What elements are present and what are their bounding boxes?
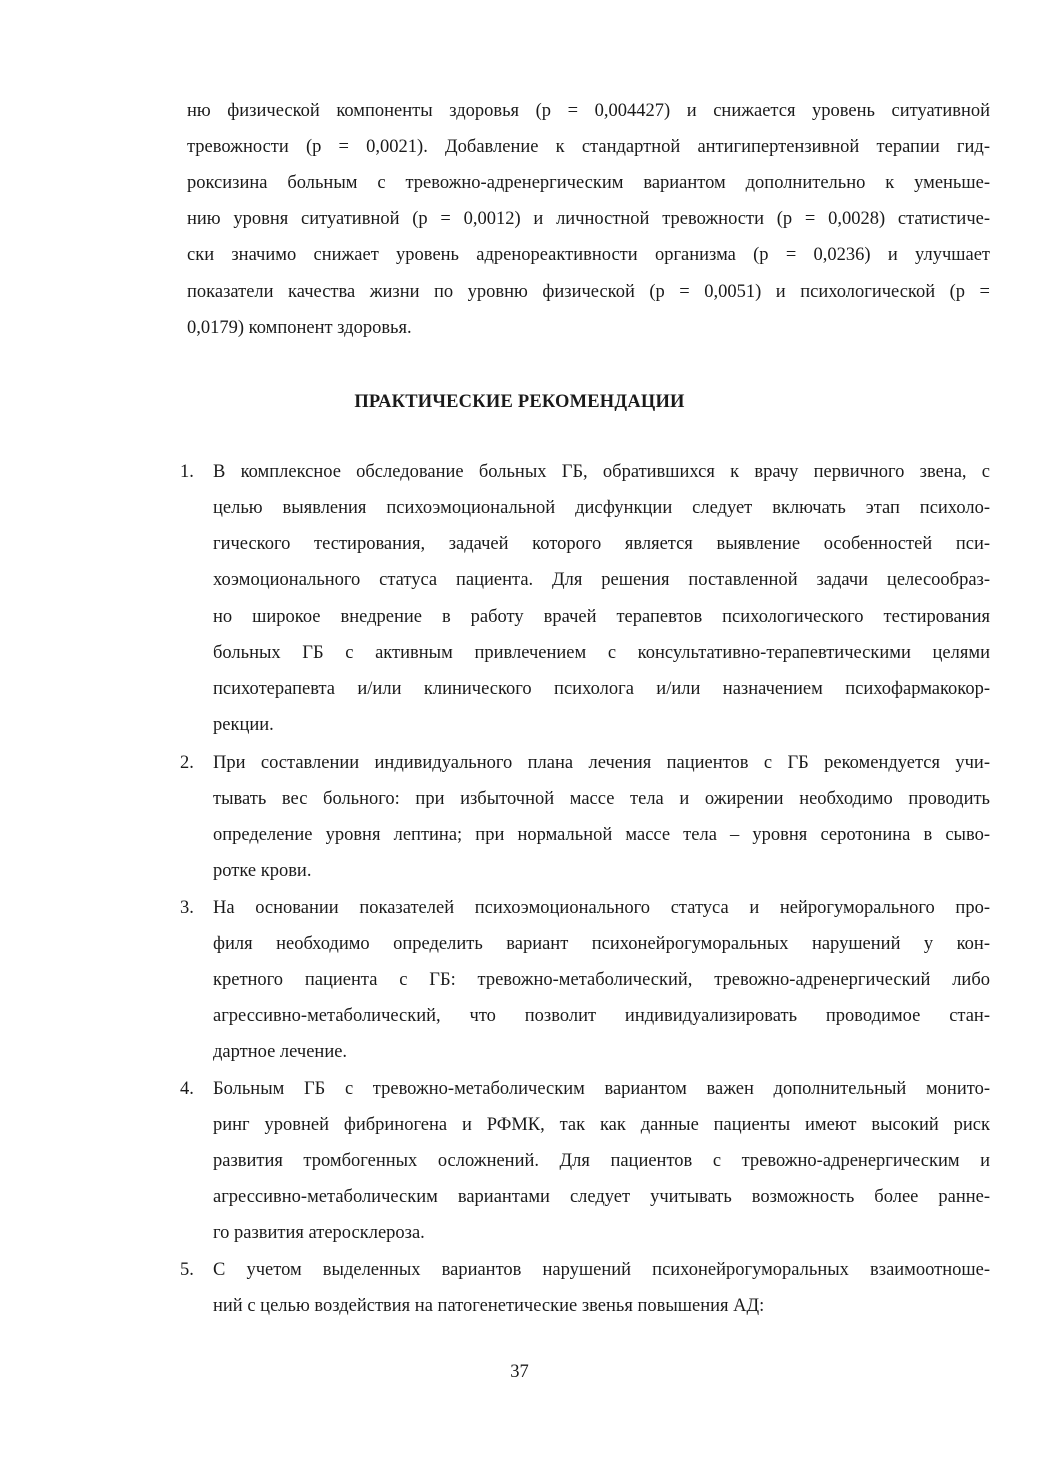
list-item-line: ротке крови. <box>213 861 312 881</box>
list-item-line: филя необходимо определить вариант психонейрогуморальных нарушений у кон- <box>213 934 990 954</box>
list-item-line: дартное лечение. <box>213 1042 348 1062</box>
list-item-number: 4. <box>180 1079 194 1099</box>
list-item-line: агрессивно-метаболический, что позволит индивидуализировать проводимое стан- <box>213 1006 990 1026</box>
list-item-line: С учетом выделенных вариантов нарушений психонейрогуморальных взаимоотноше- <box>213 1260 990 1280</box>
list-item-line: ринг уровней фибриногена и РФМК, так как данные пациенты имеют высокий риск <box>213 1115 990 1135</box>
intro-line: нию уровня ситуативной (p = 0,0012) и личностной тревожности (p = 0,0028) статистиче- <box>187 209 990 229</box>
list-item-number: 2. <box>180 753 194 773</box>
intro-line: показатели качества жизни по уровню физической (p = 0,0051) и психологической (p = <box>187 282 990 302</box>
list-item-line: На основании показателей психоэмоционального статуса и нейрогуморального про- <box>213 898 990 918</box>
list-item-line: определение уровня лептина; при нормальной массе тела – уровня серотонина в сыво- <box>213 825 990 845</box>
list-item-line: целью выявления психоэмоциональной дисфункции следует включать этап психоло- <box>213 498 990 518</box>
intro-line: тревожности (p = 0,0021). Добавление к стандартной антигипертензивной терапии гид- <box>187 137 990 157</box>
list-item-line: рекции. <box>213 715 274 735</box>
list-item-line: При составлении индивидуального плана лечения пациентов с ГБ рекомендуется учи- <box>213 753 990 773</box>
list-item-number: 5. <box>180 1260 194 1280</box>
page-number: 37 <box>510 1362 529 1382</box>
list-item-line: кретного пациента с ГБ: тревожно-метаболический, тревожно-адренергический либо <box>213 970 990 990</box>
intro-line: ню физической компоненты здоровья (p = 0,004427) и снижается уровень ситуативной <box>187 101 990 121</box>
list-item-line: Больным ГБ с тревожно-метаболическим вариантом важен дополнительный монито- <box>213 1079 990 1099</box>
list-item-line: хоэмоционального статуса пациента. Для решения поставленной задачи целесообраз- <box>213 570 990 590</box>
intro-line: ски значимо снижает уровень адренореактивности организма (p = 0,0236) и улучшает <box>187 245 990 265</box>
list-item-line: больных ГБ с активным привлечением с консультативно-терапевтическими целями <box>213 643 990 663</box>
list-item-line: го развития атеросклероза. <box>213 1223 425 1243</box>
list-item-line: В комплексное обследование больных ГБ, обратившихся к врачу первичного звена, с <box>213 462 990 482</box>
list-item-number: 1. <box>180 462 194 482</box>
list-item-line: но широкое внедрение в работу врачей терапевтов психологического тестирования <box>213 607 990 627</box>
list-item-line: гического тестирования, задачей которого является выявление особенностей пси- <box>213 534 990 554</box>
intro-line: роксизина больным с тревожно-адренергическим вариантом дополнительно к уменьше- <box>187 173 990 193</box>
list-item-line: психотерапевта и/или клинического психолога и/или назначением психофармакокор- <box>213 679 990 699</box>
list-item-line: развития тромбогенных осложнений. Для пациентов с тревожно-адренергическим и <box>213 1151 990 1171</box>
list-item-line: агрессивно-метаболическим вариантами следует учитывать возможность более ранне- <box>213 1187 990 1207</box>
list-item-line: тывать вес больного: при избыточной массе тела и ожирении необходимо проводить <box>213 789 990 809</box>
list-item-line: ний с целью воздействия на патогенетические звенья повышения АД: <box>213 1296 765 1316</box>
intro-line: 0,0179) компонент здоровья. <box>187 318 412 338</box>
section-heading: ПРАКТИЧЕСКИЕ РЕКОМЕНДАЦИИ <box>354 392 685 412</box>
list-item-number: 3. <box>180 898 194 918</box>
